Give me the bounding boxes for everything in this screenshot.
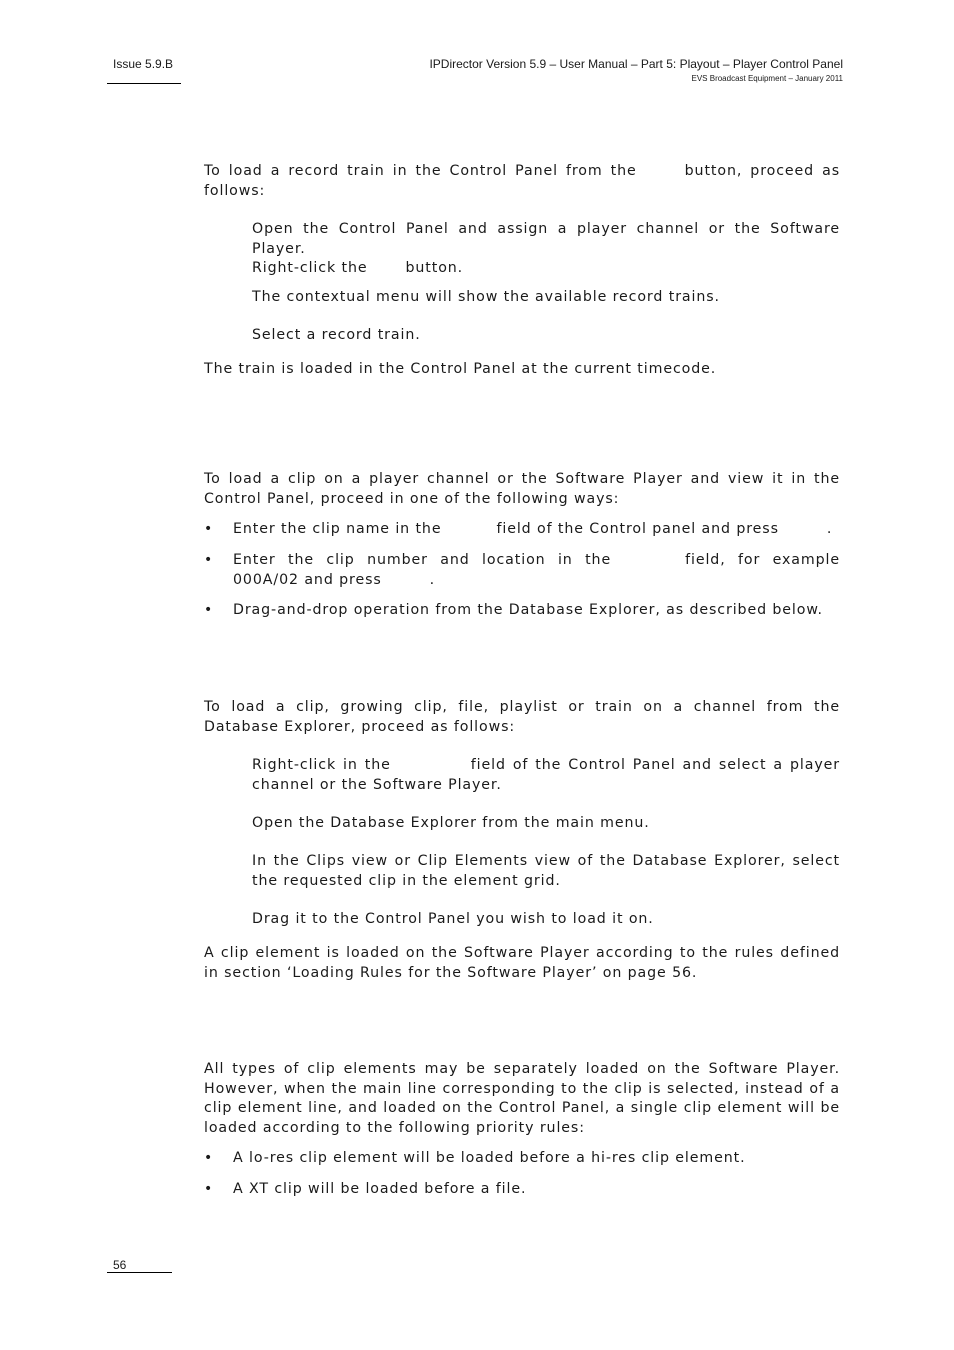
document-title: IPDirector Version 5.9 – User Manual – Part 5: Playout – Player Control Panel (429, 57, 843, 71)
s2-bullet2-c: . (429, 571, 436, 588)
s2-bullet2-a: Enter the clip number and location in the (233, 552, 612, 568)
s2-bullet2-b: field, for example 000A/02 and press (233, 552, 840, 588)
s1-result: The train is loaded in the Control Panel at the current timecode. (204, 361, 717, 377)
s2-bullet3: Drag-and-drop operation from the Database Explorer, as described below. (233, 602, 823, 618)
s1-step1: Open the Control Panel and assign a player channel or the Software Player. (252, 221, 840, 257)
s1-step2-b: button. (405, 260, 464, 276)
s3-step1 (252, 756, 840, 795)
s3-intro: To load a clip, growing clip, file, playlist or train on a channel from the Database Explorer, proceed as follows: (204, 699, 840, 735)
s1-step2 (252, 259, 840, 279)
bullet-dot: • (204, 521, 213, 537)
s1-intro-b: button, proceed as follows: (204, 163, 840, 199)
bullet-dot: • (204, 1150, 213, 1166)
s3-result: A clip element is loaded on the Software Player according to the rules defined in section ‘Loading Rules for the Software Player’ on page 56. (204, 945, 840, 981)
s1-step3: Select a record train. (252, 327, 421, 343)
s3-step2: Open the Database Explorer from the main menu. (252, 815, 650, 831)
s3-step1-b: field of the Control Panel and select a player channel or the Software Player. (252, 757, 840, 793)
s1-step2-a: Right-click the (252, 260, 368, 276)
bullet-dot: • (204, 602, 213, 618)
s4-bullet1: A lo-res clip element will be loaded before a hi-res clip element. (233, 1150, 746, 1166)
s3-step3: In the Clips view or Clip Elements view of the Database Explorer, select the requested clip in the element grid. (252, 853, 840, 889)
s4-bullet2: A XT clip will be loaded before a file. (233, 1181, 527, 1197)
page-number: 56 (113, 1258, 127, 1272)
header-divider (107, 83, 181, 84)
s4-intro: All types of clip elements may be separately loaded on the Software Player. However, when the main line corresponding to the clip is selected, instead of a clip element line, and loaded on the Control Panel, a single clip element will be loaded according to the following priority rules: (204, 1061, 840, 1136)
s2-bullet1-a: Enter the clip name in the (233, 521, 442, 537)
s2-bullet2 (233, 551, 840, 590)
s2-bullet1 (233, 520, 840, 540)
bullet-dot: • (204, 1181, 213, 1197)
s2-intro: To load a clip on a player channel or the Software Player and view it in the Control Panel, proceed in one of the following ways: (204, 471, 840, 507)
s2-bullet1-c: . (826, 521, 833, 537)
s1-intro (204, 162, 840, 201)
footer-divider (107, 1272, 172, 1273)
bullet-dot: • (204, 552, 213, 568)
s1-step2-note: The contextual menu will show the available record trains. (252, 289, 720, 305)
s1-intro-a: To load a record train in the Control Panel from the (204, 163, 637, 179)
s3-step4: Drag it to the Control Panel you wish to load it on. (252, 911, 654, 927)
s2-bullet1-b: field of the Control panel and press (496, 521, 779, 537)
issue-label: Issue 5.9.B (113, 57, 174, 71)
s3-step1-a: Right-click in the (252, 757, 391, 773)
document-subtitle: EVS Broadcast Equipment – January 2011 (691, 74, 843, 83)
